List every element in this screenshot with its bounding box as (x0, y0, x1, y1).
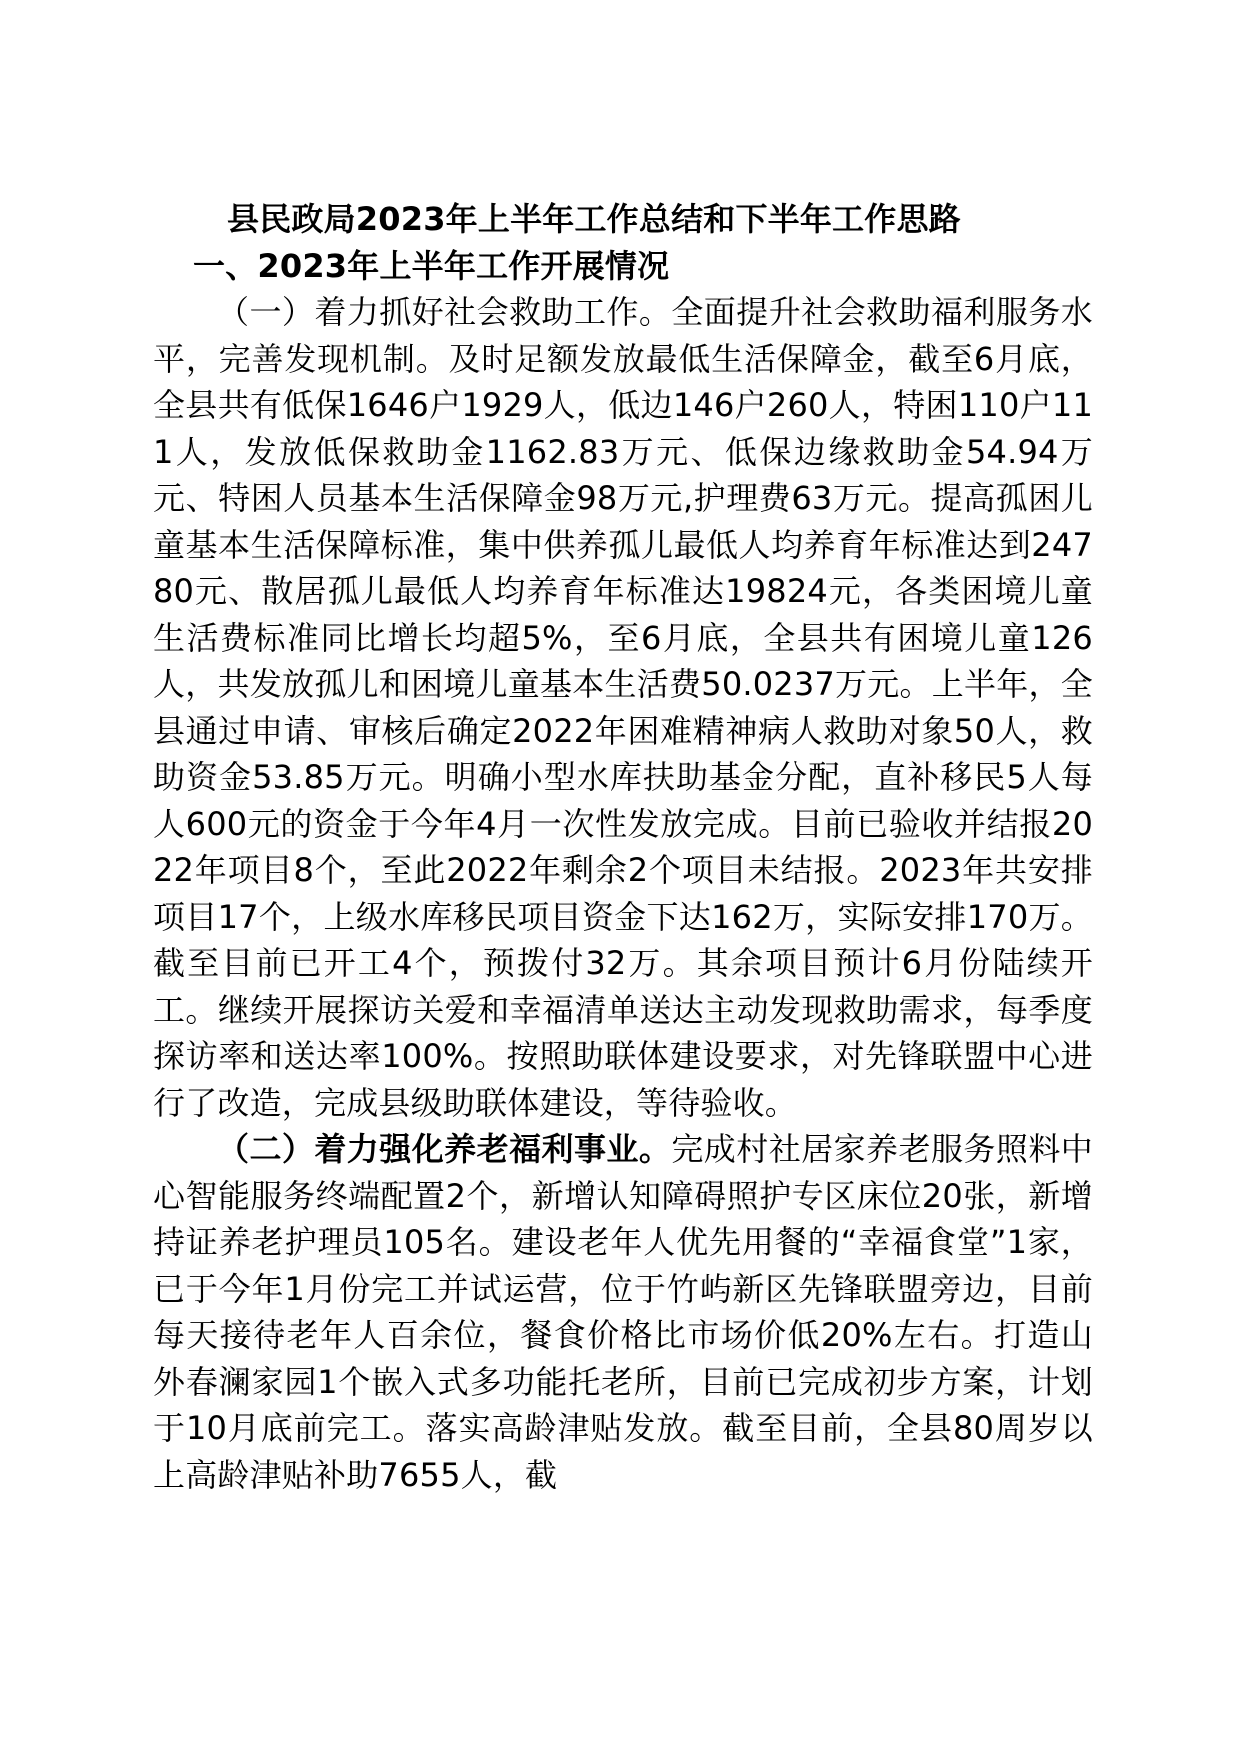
paragraph-lead: （二）着力强化养老福利事业。 (217, 1130, 672, 1168)
document-title: 县民政局2023年上半年工作总结和下半年工作思路 (227, 200, 961, 238)
paragraph-social-assistance (153, 289, 1093, 1126)
document-body (153, 196, 1093, 1498)
paragraph-elderly-welfare (153, 1126, 1093, 1498)
paragraph-text: （一）着力抓好社会救助工作。全面提升社会救助福利服务水平，完善发现机制。及时足额发放最低生活保障金，截至6月底，全县共有低保1646户1929人，低边146户260人，特困110户111人，发放低保救助金1162.83万元、低保边缘救助金54.94万元、特困人员基本生活保障金98万元,护理费63万元。提高孤困儿童基本生活保障标准，集中供养孤儿最低人均养育年标准达到24780元、散居孤儿最低人均养育年标准达19824元，各类困境儿童生活费标准同比增长均超5%，至6月底，全县共有困境儿童126人，共发放孤儿和困境儿童基本生活费50.0237万元。上半年，全县通过申请、审核后确定2022年困难精神病人救助对象50人，救助资金53.85万元。明确小型水库扶助基金分配，直补移民5人每人600元的资金于今年4月一次性发放完成。目前已验收并结报2022年项目8个，至此2022年剩余2个项目未结报。2023年共安排项目17个，上级水库移民项目资金下达162万，实际安排170万。截至目前已开工4个，预拨付32万。其余项目预计6月份陆续开工。继续开展探访关爱和幸福清单送达主动发现救助需求，每季度探访率和送达率100%。按照助联体建设要求，对先锋联盟中心进行了改造，完成县级助联体建设，等待验收。 (153, 293, 1093, 1122)
section-heading: 一、2023年上半年工作开展情况 (193, 246, 670, 285)
paragraph-text: 完成村社居家养老服务照料中心智能服务终端配置2个，新增认知障碍照护专区床位20张，新增持证养老护理员105名。建设老年人优先用餐的“幸福食堂”1家，已于今年1月份完工并试运营，位于竹屿新区先锋联盟旁边，目前每天接待老年人百余位，餐食价格比市场价低20%左右。打造山外春澜家园1个嵌入式多功能托老所，目前已完成初步方案，计划于10月底前完工。落实高龄津贴发放。截至目前，全县80周岁以上高龄津贴补助7655人，截 (153, 1130, 1093, 1494)
